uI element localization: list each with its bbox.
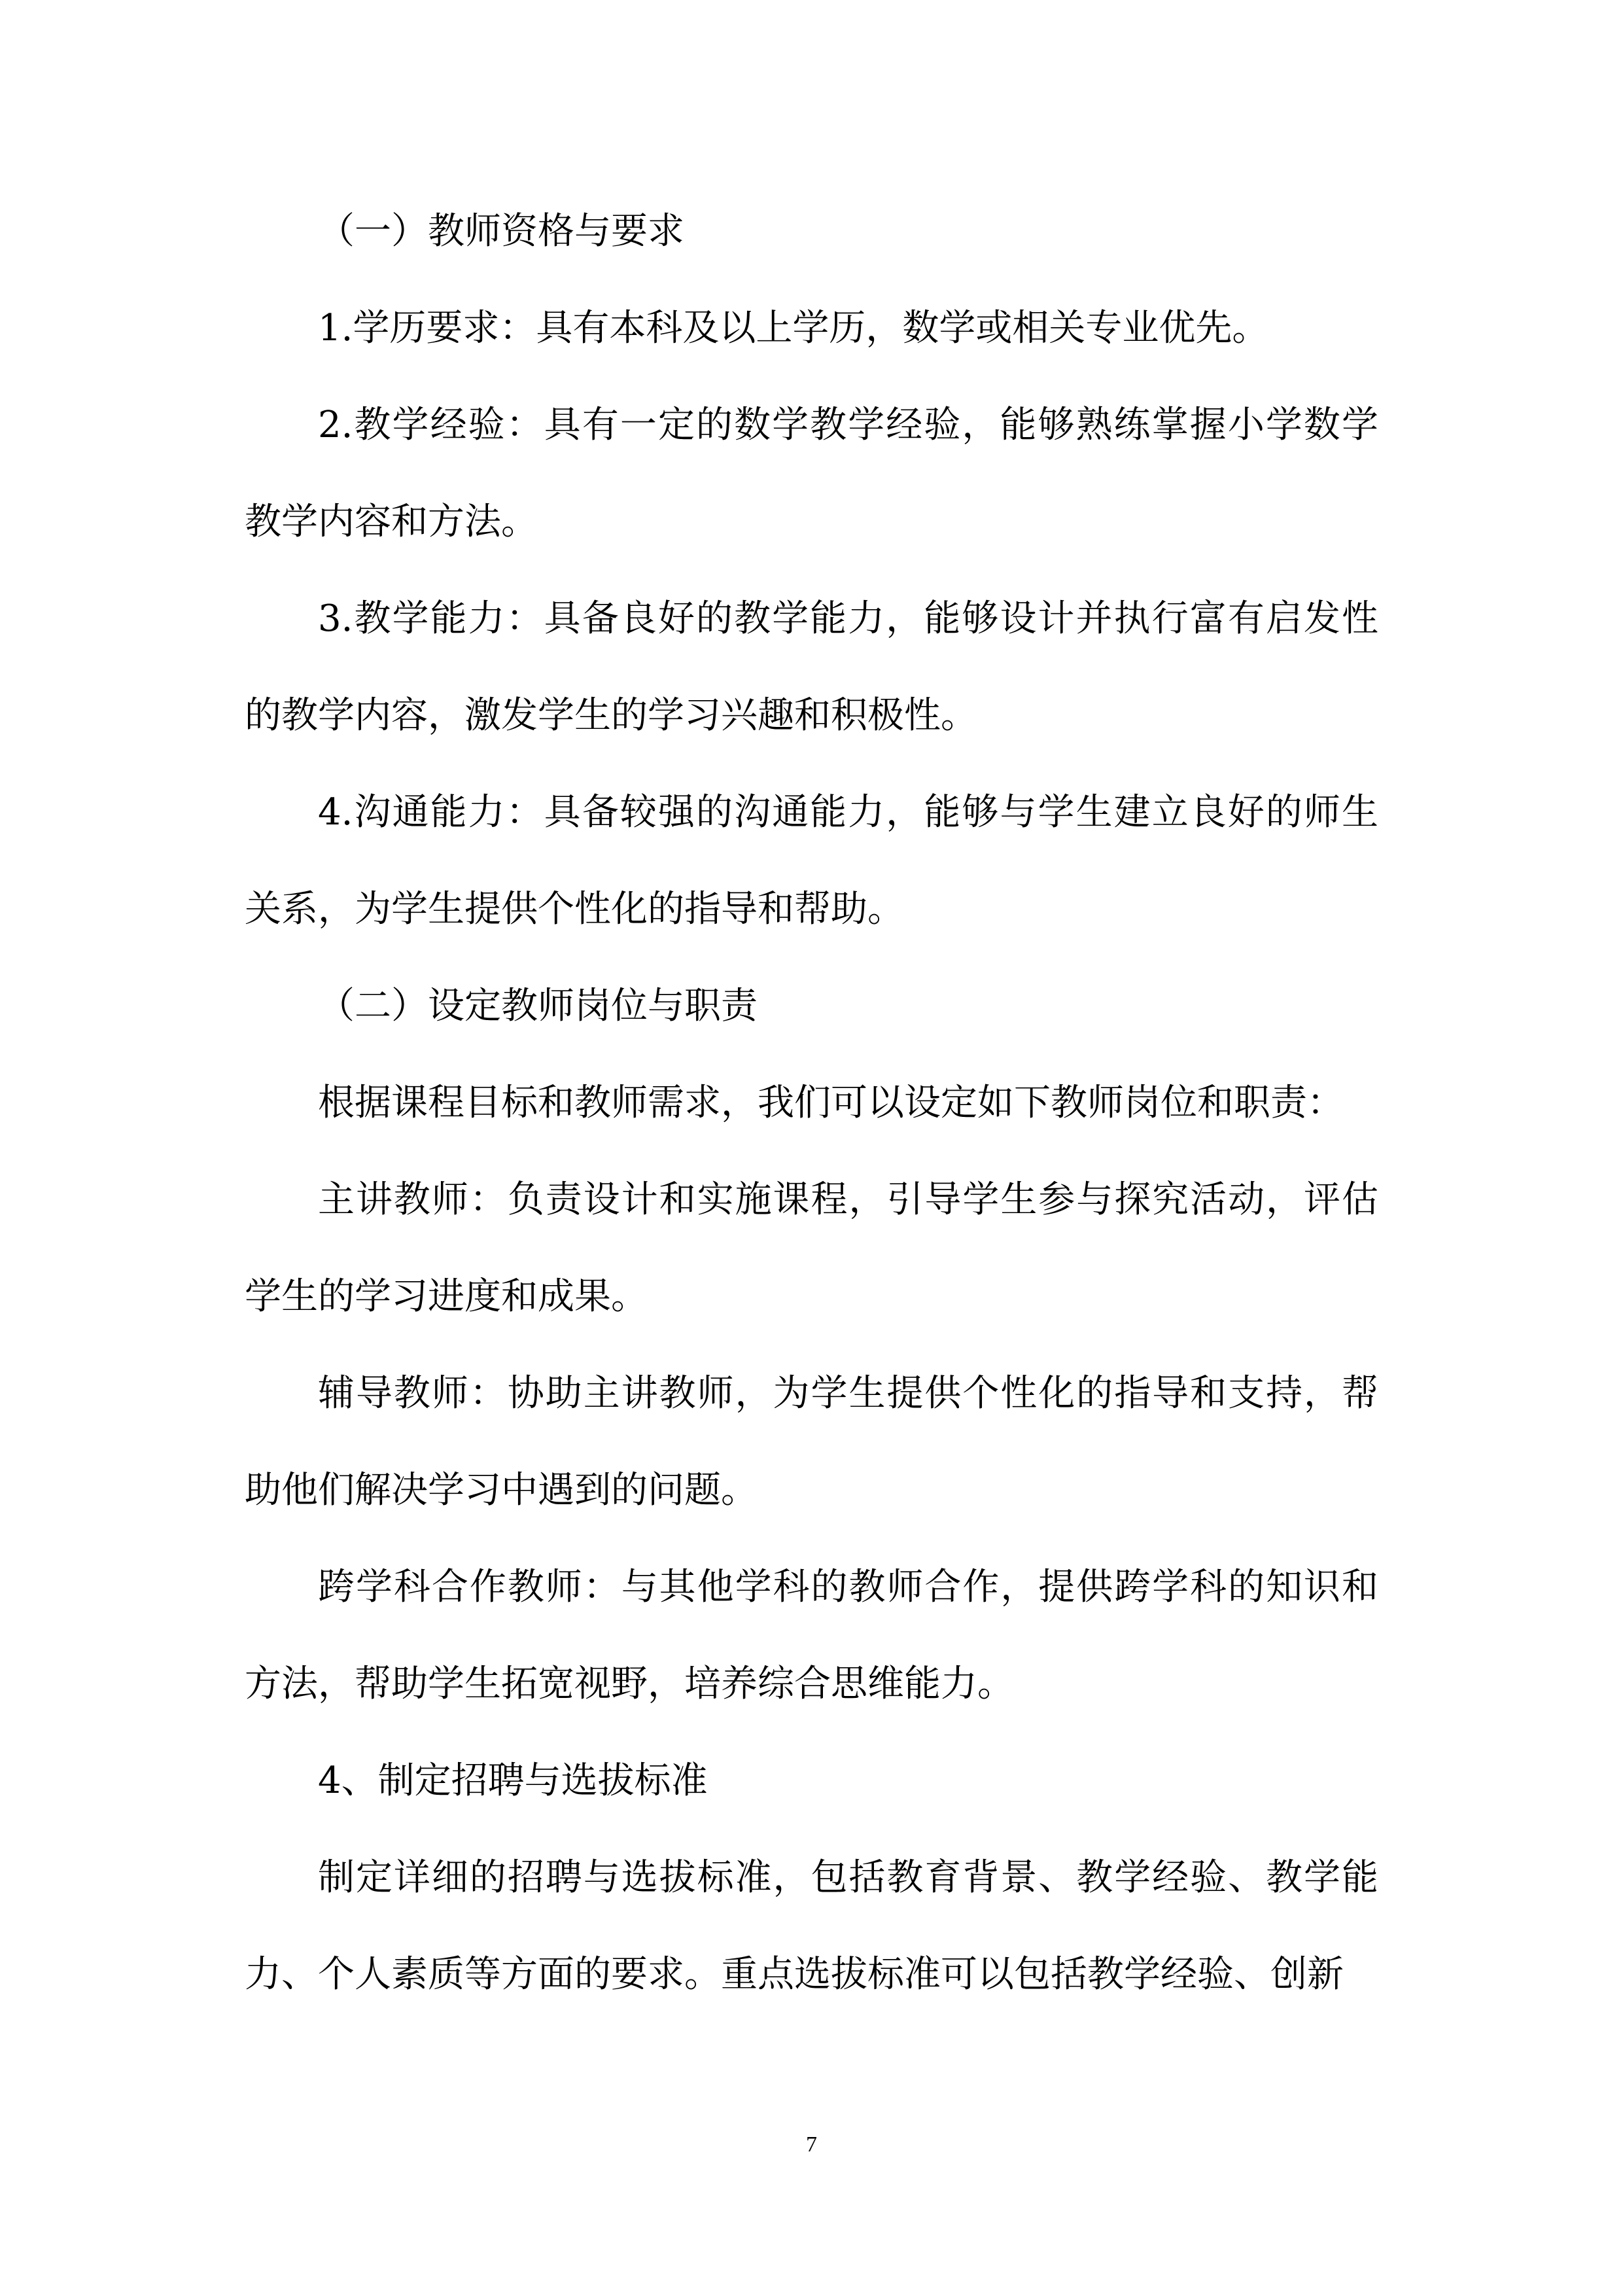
paragraph-education-requirement: 1.学历要求：具有本科及以上学历，数学或相关专业优先。 (318, 307, 1269, 349)
paragraph-recruitment-standards: 制定详细的招聘与选拔标准，包括教育背景、教学经验、教学能力、个人素质等方面的要求。重点选拔标准可以包括教学经验、创新 (245, 1856, 1378, 1996)
section-heading-teacher-qualifications: （一）教师资格与要求 (318, 210, 684, 253)
paragraph-tutor-teacher: 辅导教师：协助主讲教师，为学生提供个性化的指导和支持，帮助他们解决学习中遇到的问题。 (245, 1372, 1378, 1511)
section-heading-teacher-positions: （二）设定教师岗位与职责 (318, 985, 758, 1027)
paragraph-lead-teacher: 主讲教师：负责设计和实施课程，引导学生参与探究活动，评估学生的学习进度和成果。 (245, 1178, 1378, 1318)
page-number: 7 (806, 2132, 817, 2157)
paragraph-teaching-ability: 3.教学能力：具备良好的教学能力，能够设计并执行富有启发性的教学内容，激发学生的学习兴趣和积极性。 (245, 597, 1378, 737)
paragraph-teaching-experience: 2.教学经验：具有一定的数学教学经验，能够熟练掌握小学数学教学内容和方法。 (245, 404, 1378, 543)
paragraph-positions-intro: 根据课程目标和教师需求，我们可以设定如下教师岗位和职责： (318, 1082, 1344, 1124)
section-heading-recruitment-standards: 4、制定招聘与选拔标准 (318, 1759, 708, 1802)
paragraph-cross-discipline-teacher: 跨学科合作教师：与其他学科的教师合作，提供跨学科的知识和方法，帮助学生拓宽视野，培养综合思维能力。 (245, 1566, 1378, 1705)
paragraph-communication-ability: 4.沟通能力：具备较强的沟通能力，能够与学生建立良好的师生关系，为学生提供个性化的指导和帮助。 (245, 791, 1378, 930)
document-body (245, 183, 1378, 2023)
